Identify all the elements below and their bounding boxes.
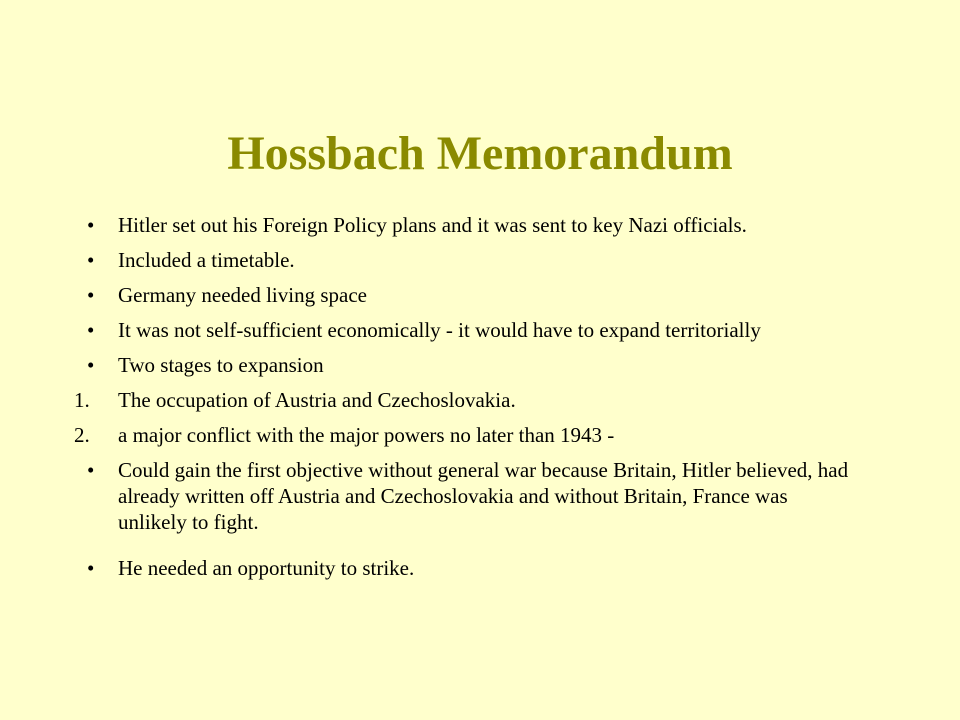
bullet-marker: • — [87, 213, 95, 237]
list-item — [74, 247, 854, 273]
bullet-marker: • — [87, 248, 95, 272]
bullet-list — [74, 212, 854, 590]
list-item-text: Included a timetable. — [118, 248, 295, 272]
list-item-text: Could gain the first objective without general war because Britain, Hitler believed, had already written off Austria and Czechoslovakia and without Britain, France was unlikely to fight. — [118, 458, 849, 534]
list-item — [74, 282, 854, 308]
list-item — [74, 555, 854, 581]
number-marker: 1. — [74, 388, 90, 412]
list-item-text: Two stages to expansion — [118, 353, 324, 377]
list-item-text: a major conflict with the major powers no later than 1943 - — [118, 423, 615, 447]
slide-title: Hossbach Memorandum — [227, 127, 733, 181]
list-item — [74, 317, 854, 343]
numbered-item — [74, 387, 854, 413]
list-item-text: He needed an opportunity to strike. — [118, 556, 415, 580]
bullet-marker: • — [87, 353, 95, 377]
list-item — [74, 352, 854, 378]
list-item — [74, 457, 854, 535]
bullet-marker: • — [87, 318, 95, 342]
list-item — [74, 212, 854, 238]
bullet-marker: • — [87, 556, 95, 580]
number-marker: 2. — [74, 423, 90, 447]
list-item-text: Germany needed living space — [118, 283, 367, 307]
list-item-text: It was not self-sufficient economically - it would have to expand territorially — [118, 318, 761, 342]
list-item-text: Hitler set out his Foreign Policy plans and it was sent to key Nazi officials. — [118, 213, 747, 237]
bullet-marker: • — [87, 283, 95, 307]
list-item-text: The occupation of Austria and Czechoslovakia. — [118, 388, 516, 412]
bullet-marker: • — [87, 458, 95, 482]
numbered-item — [74, 422, 854, 448]
